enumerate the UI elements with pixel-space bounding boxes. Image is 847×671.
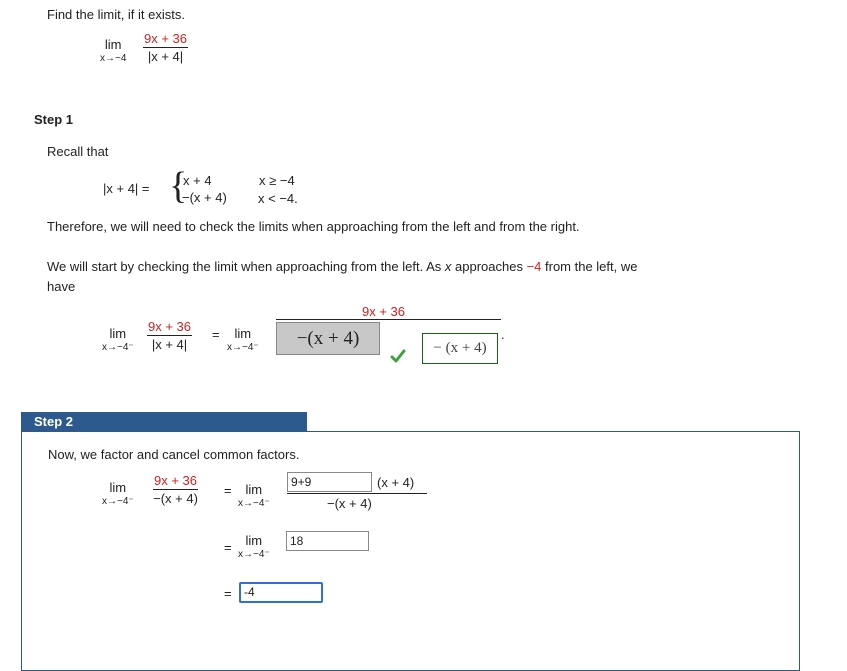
limit-notation: lim x→−4 <box>100 37 127 64</box>
left-limit-text: We will start by checking the limit when approaching from the left. As x approaches −4 from the left, we <box>47 259 638 274</box>
rhs-numerator: 9x + 36 <box>362 304 406 319</box>
rhs-numerator-tail: (x + 4) <box>377 475 415 490</box>
case2-cond: x < −4. <box>258 191 298 206</box>
therefore-text: Therefore, we will need to check the limits when approaching from the left and from the right. <box>47 219 580 234</box>
limit-notation: lim x→−4⁻ <box>102 326 134 353</box>
equals-sign: = <box>224 586 232 601</box>
abs-lhs: |x + 4| = <box>103 181 150 196</box>
piecewise-brace: { <box>169 165 188 207</box>
step2-lhs-fraction: $\frac{9x + 36}{-(x + 4)}$ <box>153 473 198 506</box>
fraction-bar <box>276 319 501 320</box>
step1-lhs-fraction: $\frac{9x + 36}{|x + 4|}$ <box>148 319 192 352</box>
problem-fraction: $\frac{9x + 36}{|x + 4|}$ <box>144 31 188 64</box>
step1-title: Step 1 <box>34 112 74 127</box>
limit-notation: lim x→−4⁻ <box>102 480 134 507</box>
denominator-answer-box[interactable]: −(x + 4) <box>276 322 380 355</box>
left-limit-text-cont: have <box>47 279 76 294</box>
equals-sign: = <box>224 540 232 555</box>
fraction-bar <box>287 493 427 494</box>
rhs-denominator: −(x + 4) <box>327 496 372 511</box>
period: . <box>501 327 505 342</box>
limit-notation: lim x→−4⁻ <box>238 482 270 509</box>
equals-sign: = <box>212 327 220 342</box>
correct-answer-box: − (x + 4) <box>422 333 498 364</box>
step2-panel <box>21 431 800 671</box>
recall-text: Recall that <box>47 144 109 159</box>
case1-expr: x + 4 <box>183 173 212 188</box>
limit-notation: lim x→−4⁻ <box>227 326 259 353</box>
problem-prompt: Find the limit, if it exists. <box>47 7 185 22</box>
step2-title: Step 2 <box>34 414 74 429</box>
case1-cond: x ≥ −4 <box>259 173 295 188</box>
case2-expr: −(x + 4) <box>182 190 227 205</box>
numerator-factor-input[interactable]: 9+9 <box>287 472 372 492</box>
step2-intro: Now, we factor and cancel common factors. <box>48 447 300 462</box>
equals-sign: = <box>224 483 232 498</box>
final-answer-input[interactable]: -4 <box>239 582 323 603</box>
checkmark-icon <box>390 348 406 364</box>
simplified-input[interactable]: 18 <box>286 531 369 551</box>
limit-notation: lim x→−4⁻ <box>238 533 270 560</box>
